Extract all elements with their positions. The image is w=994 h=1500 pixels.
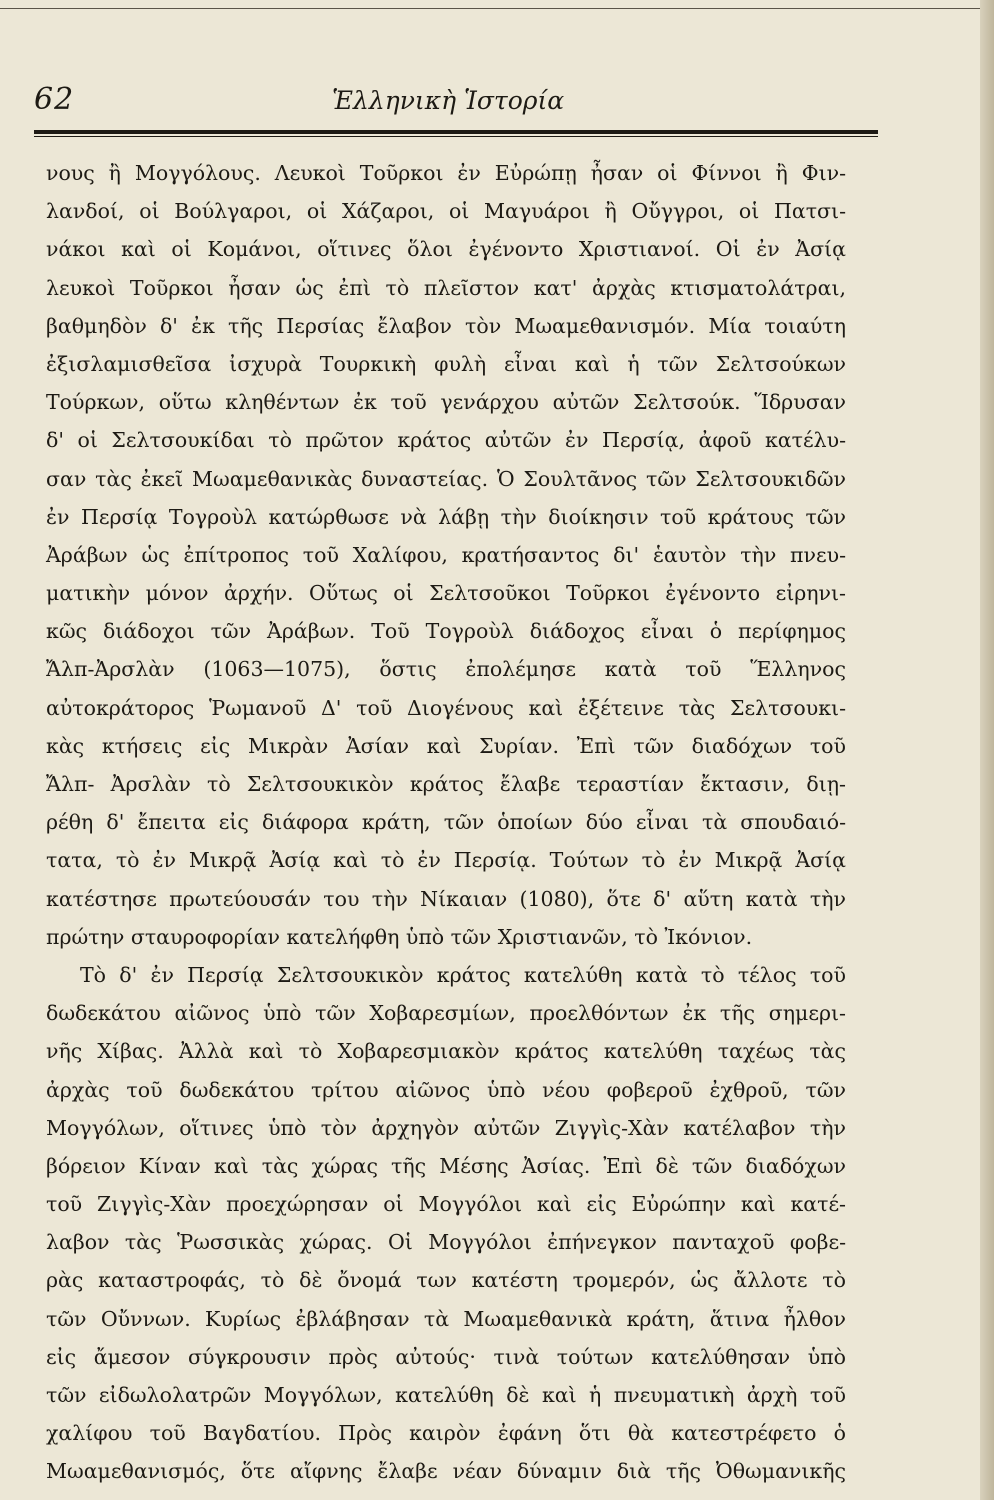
text-line: ρὰς καταστροφάς, τὸ δὲ ὄνομά των κατέστη τρομερόν, ὡς ἄλλοτε τὸ: [46, 1268, 846, 1293]
running-title: Ἑλληνικὴ Ἱστορία: [332, 86, 565, 115]
text-line: ρέθη δ' ἔπειτα εἰς διάφορα κράτη, τῶν ὁποίων δύο εἶναι τὰ σπουδαιό-: [46, 810, 846, 835]
text-line: κῶς διάδοχοι τῶν Ἀράβων. Τοῦ Τογροὺλ διάδοχος εἶναι ὁ περίφημος: [46, 619, 846, 644]
text-line: κατέστησε πρωτεύουσάν του τὴν Νίκαιαν (1080), ὅτε δ' αὕτη κατὰ τὴν: [46, 886, 846, 911]
body-text: [46, 154, 846, 1491]
text-line: Μογγόλων, οἵτινες ὑπὸ τὸν ἀρχηγὸν αὐτῶν Ζιγγὶς-Χὰν κατέλαβον τὴν: [46, 1115, 846, 1140]
top-rule: [0, 8, 980, 9]
text-line: τοῦ Ζιγγὶς-Χὰν προεχώρησαν οἱ Μογγόλοι καὶ εἰς Εὐρώπην καὶ κατέ-: [46, 1192, 846, 1217]
text-line: λαβον τὰς Ῥωσσικὰς χώρας. Οἱ Μογγόλοι ἐπήνεγκον πανταχοῦ φοβε-: [46, 1230, 846, 1255]
page-edge: [980, 0, 994, 1500]
text-line: ἐν Περσίᾳ Τογροὺλ κατώρθωσε νὰ λάβῃ τὴν διοίκησιν τοῦ κράτους τῶν: [46, 504, 846, 529]
text-line: σαν τὰς ἐκεῖ Μωαμεθανικὰς δυναστείας. Ὁ Σουλτᾶνος τῶν Σελτσουκιδῶν: [46, 466, 846, 491]
text-line: τῶν εἰδωλολατρῶν Μογγόλων, κατελύθη δὲ καὶ ἡ πνευματικὴ ἀρχὴ τοῦ: [46, 1383, 846, 1407]
text-line: ἐξισλαμισθεῖσα ἰσχυρὰ Τουρκικὴ φυλὴ εἶναι καὶ ἡ τῶν Σελτσούκων: [46, 351, 846, 376]
text-line: δωδεκάτου αἰῶνος ὑπὸ τῶν Χοβαρεσμίων, προελθόντων ἐκ τῆς σημερι-: [46, 1001, 846, 1026]
text-line: κὰς κτήσεις εἰς Μικρὰν Ἀσίαν καὶ Συρίαν. Ἐπὶ τῶν διαδόχων τοῦ: [46, 733, 846, 758]
paragraph-first-line: Τὸ δ' ἐν Περσίᾳ Σελτσουκικὸν κράτος κατελύθη κατὰ τὸ τέλος τοῦ: [80, 962, 846, 987]
text-line: τατα, τὸ ἐν Μικρᾷ Ἀσίᾳ καὶ τὸ ἐν Περσίᾳ. Τούτων τὸ ἐν Μικρᾷ Ἀσίᾳ: [46, 848, 846, 873]
text-line: νῆς Χίβας. Ἀλλὰ καὶ τὸ Χοβαρεσμιακὸν κράτος κατελύθη ταχέως τὰς: [46, 1039, 846, 1064]
text-line: Ἄλπ-Ἀρσλὰν (1063—1075), ὅστις ἐπολέμησε κατὰ τοῦ Ἕλληνος: [46, 657, 846, 682]
text-line: ματικὴν μόνον ἀρχήν. Οὕτως οἱ Σελτσοῦκοι Τοῦρκοι ἐγένοντο εἰρηνι-: [46, 581, 846, 606]
text-line: δ' οἱ Σελτσουκίδαι τὸ πρῶτον κράτος αὐτῶν ἐν Περσίᾳ, ἀφοῦ κατέλυ-: [46, 428, 846, 453]
text-line: χαλίφου τοῦ Βαγδατίου. Πρὸς καιρὸν ἐφάνη ὅτι θὰ κατεστρέφετο ὁ: [46, 1421, 846, 1446]
page-number: 62: [34, 82, 75, 117]
text-line: ἀρχὰς τοῦ δωδεκάτου τρίτου αἰῶνος ὑπὸ νέου φοβεροῦ ἐχθροῦ, τῶν: [46, 1077, 846, 1102]
page-header: [34, 82, 878, 122]
text-line: Ἄλπ- Ἀρσλὰν τὸ Σελτσουκικὸν κράτος ἔλαβε τεραστίαν ἔκτασιν, διῃ-: [46, 772, 846, 796]
text-line: νους ἢ Μογγόλους. Λευκοὶ Τοῦρκοι ἐν Εὐρώπῃ ἦσαν οἱ Φίννοι ἢ Φιν-: [46, 161, 846, 185]
text-line: τῶν Οὔννων. Κυρίως ἐβλάβησαν τὰ Μωαμεθανικὰ κράτη, ἅτινα ἦλθον: [46, 1306, 846, 1331]
text-line: Μωαμεθανισμός, ὅτε αἴφνης ἔλαβε νέαν δύναμιν διὰ τῆς Ὀθωμανικῆς: [46, 1459, 846, 1484]
text-line: Τούρκων, οὕτω κληθέντων ἐκ τοῦ γενάρχου αὐτῶν Σελτσούκ. Ἵδρυσαν: [46, 390, 846, 415]
text-line: λευκοὶ Τοῦρκοι ἦσαν ὡς ἐπὶ τὸ πλεῖστον κατ' ἀρχὰς κτισματολάτραι,: [46, 275, 846, 300]
text-line: πρώτην σταυροφορίαν κατελήφθη ὑπὸ τῶν Χριστιανῶν, τὸ Ἰκόνιον.: [46, 924, 753, 949]
text-line: βαθμηδὸν δ' ἐκ τῆς Περσίας ἔλαβον τὸν Μωαμεθανισμόν. Μία τοιαύτη: [46, 313, 846, 338]
text-line: λανδοί, οἱ Βούλγαροι, οἱ Χάζαροι, οἱ Μαγυάροι ἢ Οὔγγροι, οἱ Πατσι-: [46, 199, 846, 224]
text-line: βόρειον Κίναν καὶ τὰς χώρας τῆς Μέσης Ἀσίας. Ἐπὶ δὲ τῶν διαδόχων: [46, 1153, 846, 1178]
text-line: αὐτοκράτορος Ῥωμανοῦ Δ' τοῦ Διογένους καὶ ἐξέτεινε τὰς Σελτσουκι-: [46, 695, 846, 720]
text-line: νάκοι καὶ οἱ Κομάνοι, οἵτινες ὅλοι ἐγένοντο Χριστιανοί. Οἱ ἐν Ἀσίᾳ: [46, 237, 846, 262]
header-rule: [34, 130, 878, 137]
text-line: Ἀράβων ὡς ἐπίτροπος τοῦ Χαλίφου, κρατήσαντος δι' ἑαυτὸν τὴν πνευ-: [46, 542, 846, 567]
text-line: εἰς ἄμεσον σύγκρουσιν πρὸς αὐτούς· τινὰ τούτων κατελύθησαν ὑπὸ: [46, 1344, 846, 1369]
